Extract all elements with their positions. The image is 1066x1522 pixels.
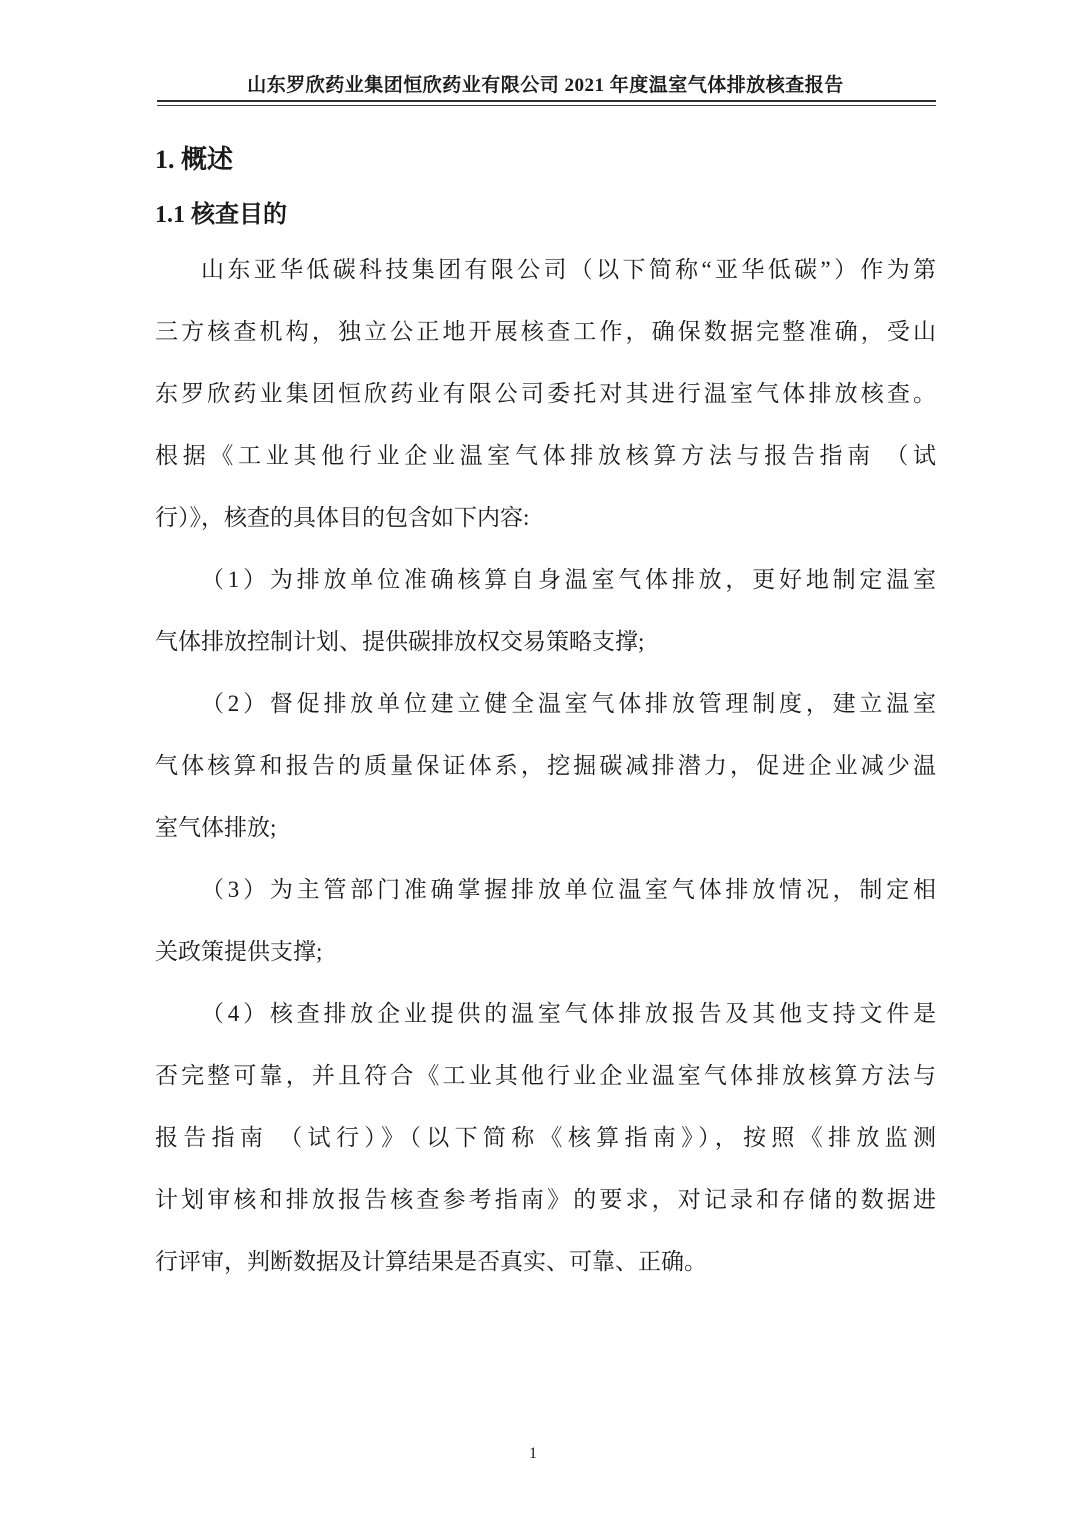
body-line: 否完整可靠，并且符合《工业其他行业企业温室气体排放核算方法与 <box>155 1063 936 1088</box>
body-line: （3）为主管部门准确掌握排放单位温室气体排放情况，制定相 <box>201 877 936 902</box>
body-line: （4）核查排放企业提供的温室气体排放报告及其他支持文件是 <box>201 1001 936 1026</box>
section-heading: 1. 概述 <box>155 145 234 174</box>
subsection-heading: 1.1 核查目的 <box>155 202 287 228</box>
body-line: 山东亚华低碳科技集团有限公司（以下简称“亚华低碳”）作为第 <box>201 257 936 282</box>
page-number: 1 <box>529 1445 537 1462</box>
body-line: 报告指南 （试行）》（以下简称《核算指南》），按照《排放监测 <box>155 1125 936 1150</box>
body-line: 气体核算和报告的质量保证体系，挖掘碳减排潜力，促进企业减少温 <box>155 753 936 778</box>
header-rule <box>157 100 936 106</box>
body-line: （1）为排放单位准确核算自身温室气体排放，更好地制定温室 <box>201 567 936 592</box>
document-body <box>155 143 936 1293</box>
paragraph-lines <box>155 239 936 1293</box>
body-line: 关政策提供支撑; <box>155 939 323 964</box>
body-line: 气体排放控制计划、提供碳排放权交易策略支撑; <box>155 629 645 654</box>
body-line: 行）》，核查的具体目的包含如下内容: <box>155 505 530 530</box>
header-title: 山东罗欣药业集团恒欣药业有限公司 2021 年度温室气体排放核查报告 <box>247 75 844 96</box>
body-line: 室气体排放; <box>155 815 277 840</box>
body-line: 三方核查机构，独立公正地开展核查工作，确保数据完整准确，受山 <box>155 319 936 344</box>
body-line: 计划审核和排放报告核查参考指南》的要求，对记录和存储的数据进 <box>155 1187 936 1212</box>
body-line: 根据《工业其他行业企业温室气体排放核算方法与报告指南 （试 <box>155 443 936 468</box>
body-line: （2）督促排放单位建立健全温室气体排放管理制度，建立温室 <box>201 691 936 716</box>
body-line: 东罗欣药业集团恒欣药业有限公司委托对其进行温室气体排放核查。 <box>155 381 936 406</box>
body-line: 行评审，判断数据及计算结果是否真实、可靠、正确。 <box>155 1249 707 1274</box>
